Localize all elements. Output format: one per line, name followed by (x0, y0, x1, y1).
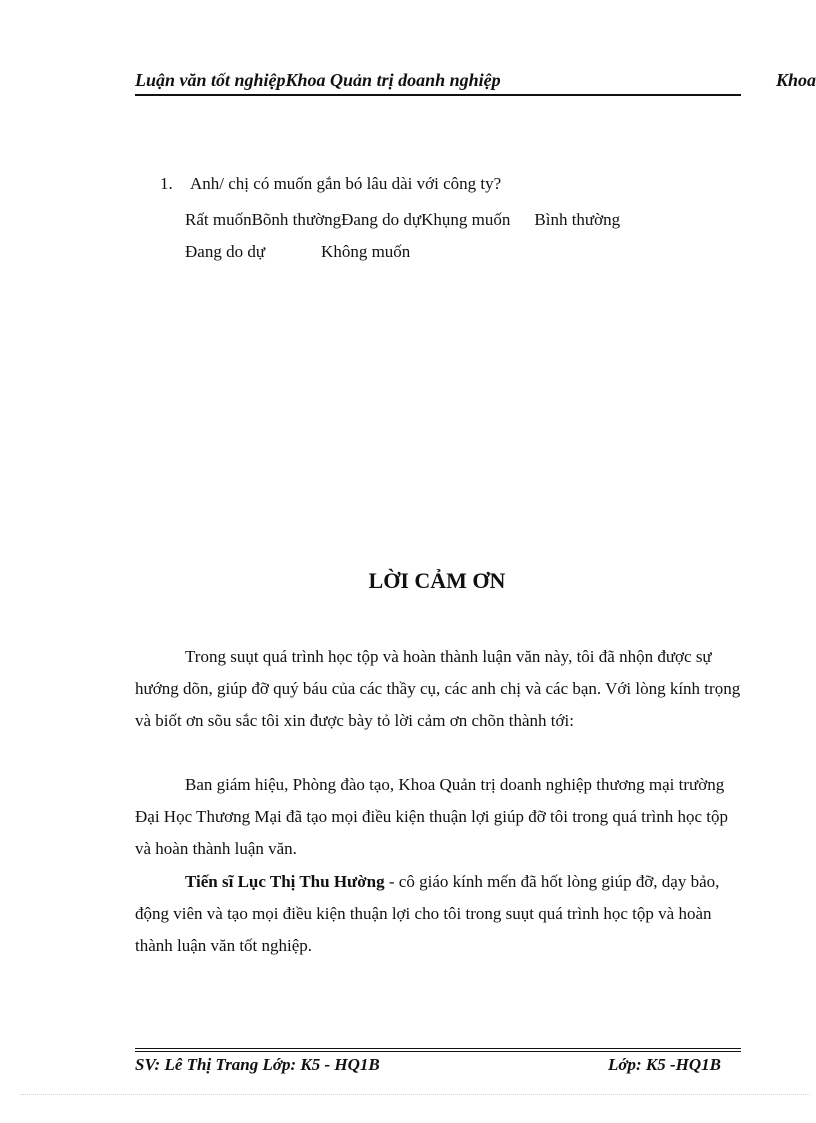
paragraph-3-text: - cô giáo kính mến đã hốt lòng giúp đỡ, dạy bảo, động viên và tạo mọi điều kiện thuận lợi cho tôi trong suụt quá trình học tộp và hoàn thành luận văn tốt nghiệp. (135, 872, 720, 955)
header-rule (135, 94, 741, 96)
question-number: 1. (160, 174, 173, 193)
footer-rule-bottom (135, 1051, 741, 1052)
footer-student-info: SV: Lê Thị Trang Lớp: K5 - HQ1B (135, 1055, 380, 1074)
paragraph-1-text: Trong suụt quá trình học tộp và hoàn thành luận văn này, tôi đã nhộn được sự hướng dõn, giúp đỡ quý báu của các thầy cụ, các anh chị và các bạn. Với lòng kính trọng và biốt ơn sõu sắc tôi xin được bày tỏ lời cảm ơn chõn thành tới: (135, 647, 741, 730)
answer-options-line-2 (185, 242, 410, 262)
paragraph-2-text: Ban giám hiệu, Phòng đào tạo, Khoa Quản trị doanh nghiệp thương mại trường Đại Học Thương Mại đã tạo mọi điều kiện thuận lợi giúp đỡ tôi trong quá trình học tộp và hoàn thành luận văn. (135, 775, 728, 858)
survey-question (160, 174, 501, 194)
header-title: Luận văn tốt nghiệpKhoa Quản trị doanh nghiệp (135, 70, 501, 90)
answer-options-line-1 (185, 210, 620, 230)
acknowledgement-paragraph-3 (135, 866, 741, 962)
answer-options-merged: Rất muốnBõnh thườngĐang do dựKhụng muốn (185, 210, 511, 229)
answer-option-khong-muon: Không muốn (321, 242, 411, 261)
acknowledgement-title: LỜI CẢM ƠN (368, 568, 506, 593)
question-text: Anh/ chị có muốn gắn bó lâu dài với công ty? (190, 174, 502, 193)
header-right-text: Khoa (776, 70, 816, 90)
advisor-name: Tiến sĩ Lục Thị Thu Hường (185, 872, 385, 891)
answer-option-dang-do-du: Đang do dự (185, 242, 266, 261)
footer-class-info: Lớp: K5 -HQ1B (608, 1055, 722, 1074)
acknowledgement-paragraph-2 (135, 769, 741, 865)
footer-rule-top (135, 1048, 741, 1049)
acknowledgement-paragraph-1 (135, 641, 741, 737)
answer-option-binh-thuong: Bình thường (534, 210, 621, 229)
page-bottom-divider (20, 1094, 810, 1095)
